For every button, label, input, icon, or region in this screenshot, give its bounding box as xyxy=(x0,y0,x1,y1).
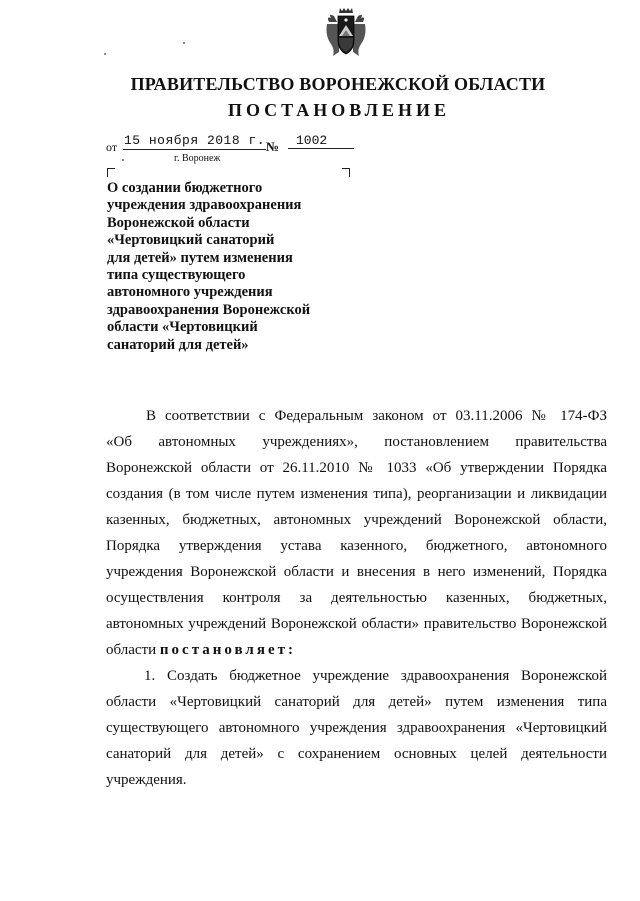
preamble-final-line xyxy=(106,637,607,663)
preamble-line-prefix: области xyxy=(106,642,157,658)
heading-line: учреждения здравоохранения xyxy=(107,197,302,214)
heading-line: типа существующего xyxy=(107,267,246,284)
heading-line: автономного учреждения xyxy=(107,284,273,301)
heading-line: для детей» путем изменения xyxy=(107,249,293,266)
preamble-line: В соответствии с Федеральным законом от 03.11.2006 № 174-ФЗ xyxy=(146,408,607,424)
heading-corner-left xyxy=(107,168,115,177)
document-body xyxy=(106,403,607,793)
dateline xyxy=(106,132,366,172)
preamble-line: автономных учреждений Воронежской области» правительство Воронежской xyxy=(106,616,607,632)
preamble-line: казенных, бюджетных, автономных учреждений Воронежской области, xyxy=(106,512,607,528)
city-label: г. Воронеж xyxy=(174,153,221,164)
clause-line: санаторий для детей» с сохранением основных целей деятельности xyxy=(106,746,607,762)
heading-corner-right xyxy=(342,168,350,177)
heading-line: «Чертовицкий санаторий xyxy=(107,232,275,249)
document-number-field: 1002 xyxy=(288,132,354,149)
preamble-line: «Об автономных учреждениях», постановлением правительства xyxy=(106,434,607,450)
preamble-line: создания (в том числе путем изменения типа), реорганизации и ликвидации xyxy=(106,486,607,502)
clause-line: 1. Создать бюджетное учреждение здравоохранения Воронежской xyxy=(144,668,607,684)
preamble-line: Порядка утверждения устава казенного, бюджетного, автономного xyxy=(106,538,607,554)
government-title: ПРАВИТЕЛЬСТВО ВОРОНЕЖСКОЙ ОБЛАСТИ xyxy=(130,74,546,94)
number-sign: № xyxy=(266,139,280,154)
clause-line: учреждения. xyxy=(106,772,187,788)
resolves-keyword: постановляет: xyxy=(159,642,296,658)
scan-speck xyxy=(104,53,106,55)
heading-line: здравоохранения Воронежской xyxy=(107,301,311,318)
heading-line: Воронежской области xyxy=(107,214,250,231)
clause-line: существующего автономного учреждения здравоохранения «Чертовицкий xyxy=(106,720,607,736)
preamble-line: учреждения Воронежской области и внесения в него изменений, Порядка xyxy=(106,564,607,580)
heading-line: санаторий для детей» xyxy=(107,336,249,353)
scan-speck xyxy=(183,42,185,44)
document-heading xyxy=(107,180,347,354)
voronezh-coat-of-arms-icon xyxy=(325,8,367,60)
clause-line: области «Чертовицкий санаторий для детей» путем изменения типа xyxy=(106,694,607,710)
preamble-line: осуществления контроля за деятельностью казенных, бюджетных, xyxy=(106,590,607,606)
date-field: 15 ноября 2018 г. xyxy=(123,133,266,148)
document-type-title: ПОСТАНОВЛЕНИЕ xyxy=(227,100,451,120)
heading-line: О создании бюджетного xyxy=(107,180,263,196)
preamble-line: Воронежской области от 26.11.2010 № 1033 «Об утверждении Порядка xyxy=(106,460,607,476)
heading-line: области «Чертовицкий xyxy=(107,319,258,336)
date-prefix: от xyxy=(106,140,118,154)
